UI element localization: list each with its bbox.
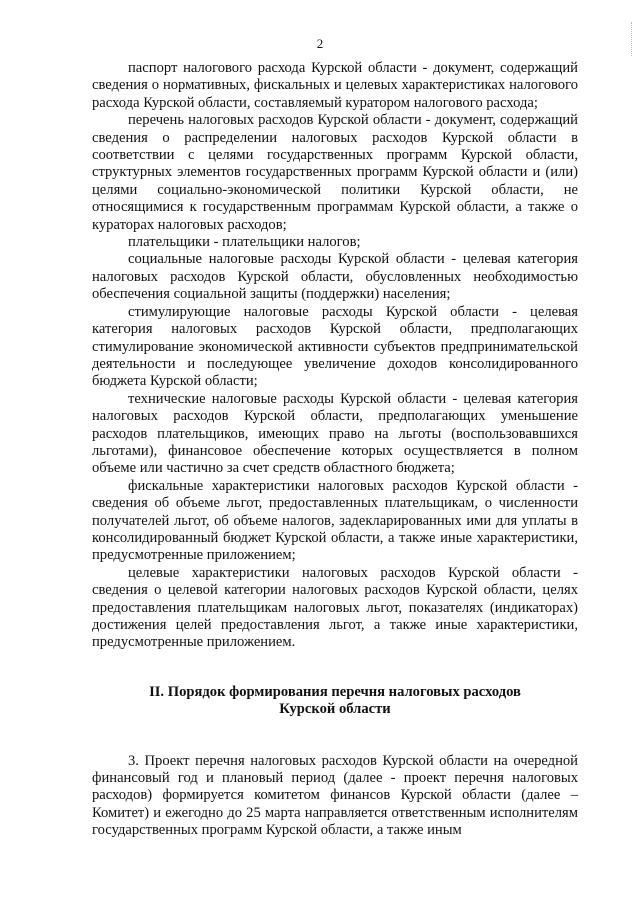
section-heading-line-1: II. Порядок формирования перечня налоговых расходов: [149, 683, 521, 700]
definition-technical-tax-expenses: технические налоговые расходы Курской области - целевая категория налоговых расходов Курской области, предполагающих уменьшение расходов плательщиков, имеющих право на льготы (воспользовавшихся льготами), финансовое обеспечение которых осуществляется в полном объеме или частично за счет средств областного бюджета;: [92, 390, 578, 477]
scan-edge-mark: [631, 22, 638, 56]
section-paragraph-3: 3. Проект перечня налоговых расходов Курской области на очередной финансовый год и плановый период (далее - проект перечня налоговых расходов) формируется комитетом финансов Курской области (далее – Комитет) и ежегодно до 25 марта направляется ответственным исполнителям государственных программ Курской области, а также иным: [92, 752, 578, 839]
section-heading: [92, 684, 578, 719]
definition-fiscal-characteristics: фискальные характеристики налоговых расходов Курской области - сведения об объеме льгот, предоставленных плательщикам, о численности получателей льгот, об объеме налогов, задекларированных ими для уплаты в консолидированный бюджет Курской области, а также иные характеристики, предусмотренные приложением;: [92, 477, 578, 564]
definition-tax-expense-passport: паспорт налогового расхода Курской области - документ, содержащий сведения о нормативных, фискальных и целевых характеристиках налогового расхода Курской области, составляемый куратором налогового расхода;: [92, 60, 578, 111]
definition-social-tax-expenses: социальные налоговые расходы Курской области - целевая категория налоговых расходов Курской области, обусловленных необходимостью обеспечения социальной защиты (поддержки) населения;: [92, 251, 578, 303]
document-body: [92, 60, 578, 840]
section-heading-line-2: Курской области: [279, 701, 391, 718]
definition-tax-expense-list: перечень налоговых расходов Курской области - документ, содержащий сведения о распределении налоговых расходов Курской области в соответствии с целями государственных программ Курской области, структурных элементов государственных программ Курской области и (или) целями социально-экономической политики Курской области, не относящимися к государственным программам Курской области, а также о кураторах налоговых расходов;: [92, 112, 578, 233]
definition-target-characteristics: целевые характеристики налоговых расходов Курской области - сведения о целевой категории налоговых расходов Курской области, целях предоставления плательщикам налоговых льгот, показателях (индикаторах) достижения целей предоставления льгот, а также иные характеристики, предусмотренные приложением.: [92, 564, 578, 651]
page-number: 2: [316, 36, 324, 51]
definition-payers: плательщики - плательщики налогов;: [128, 234, 361, 251]
definition-stimulating-tax-expenses: стимулирующие налоговые расходы Курской области - целевая категория налоговых расходов Курской области, предполагающих стимулирование экономической активности субъектов предпринимательской деятельности и последующее увеличение доходов консолидированного бюджета Курской области;: [92, 303, 578, 390]
